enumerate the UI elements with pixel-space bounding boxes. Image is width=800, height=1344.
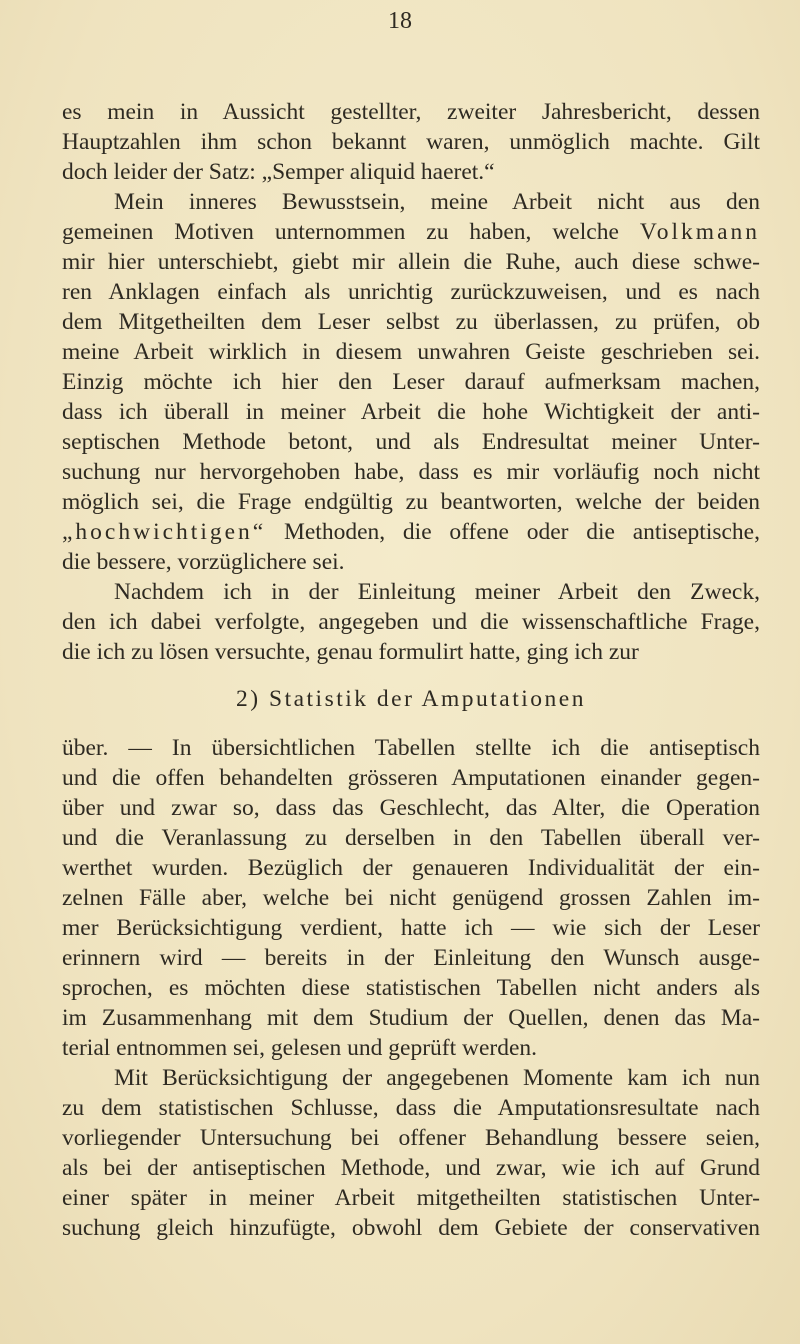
text-line: als bei der antiseptischen Methode, und zwar, wie ich auf Grund <box>62 1155 760 1181</box>
text-line: die ich zu lösen versuchte, genau formulirt hatte, ging ich zur <box>62 639 639 665</box>
text-line: zelnen Fälle aber, welche bei nicht genügend grossen Zahlen im- <box>62 885 760 911</box>
text-line: zu dem statistischen Schlusse, dass die Amputationsresultate nach <box>62 1095 760 1121</box>
emphasized-word: „hochwichtigen“ <box>62 519 267 545</box>
text-line: Mit Berücksichtigung der angegebenen Momente kam ich nun <box>114 1065 760 1091</box>
text-line: ren Anklagen einfach als unrichtig zurückzuweisen, und es nach <box>62 279 760 305</box>
text-line: Hauptzahlen ihm schon bekannt waren, unmöglich machte. Gilt <box>62 129 760 155</box>
text-line: sprochen, es möchten diese statistischen Tabellen nicht anders als <box>62 975 760 1001</box>
text-line: meine Arbeit wirklich in diesem unwahren Geiste geschrieben sei. <box>62 339 760 365</box>
text-line: septischen Methode betont, und als Endresultat meiner Unter- <box>62 429 760 455</box>
text-line: suchung nur hervorgehoben habe, dass es mir vorläufig noch nicht <box>62 459 760 485</box>
text-segment: gemeinen Motiven unternommen zu haben, welche <box>62 219 619 245</box>
body-text-upper <box>62 97 760 667</box>
section-heading: 2) Statistik der Amputationen <box>236 686 586 712</box>
text-line: und die Veranlassung zu derselben in den Tabellen überall ver- <box>62 825 760 851</box>
text-line: über. — In übersichtlichen Tabellen stellte ich die antiseptisch <box>62 735 760 761</box>
text-line: doch leider der Satz: „Semper aliquid haeret.“ <box>62 159 495 185</box>
text-line: werthet wurden. Bezüglich der genaueren Individualität der ein- <box>62 855 760 881</box>
text-line: es mein in Aussicht gestellter, zweiter Jahresbericht, dessen <box>62 99 760 125</box>
text-line: mir hier unterschiebt, giebt mir allein die Ruhe, auch diese schwe- <box>62 249 760 275</box>
text-line: erinnern wird — bereits in der Einleitung den Wunsch ausge- <box>62 945 760 971</box>
text-line: Nachdem ich in der Einleitung meiner Arbeit den Zweck, <box>114 579 760 605</box>
emphasized-name: Volkmann <box>639 219 761 245</box>
text-line: einer später in meiner Arbeit mitgetheilten statistischen Unter- <box>62 1185 760 1211</box>
text-line: terial entnommen sei, gelesen und geprüft werden. <box>62 1035 538 1061</box>
text-segment: Methoden, die offene oder die antiseptische, <box>283 519 760 545</box>
text-line: suchung gleich hinzufügte, obwohl dem Gebiete der conservativen <box>62 1215 760 1241</box>
text-line <box>62 217 760 247</box>
body-text-lower <box>62 733 760 1243</box>
text-line: dass ich überall in meiner Arbeit die hohe Wichtigkeit der anti- <box>62 399 760 425</box>
page-number: 18 <box>388 8 412 34</box>
text-line: den ich dabei verfolgte, angegeben und die wissenschaftliche Frage, <box>62 609 760 635</box>
text-line: vorliegender Untersuchung bei offener Behandlung bessere seien, <box>62 1125 760 1151</box>
text-line <box>62 517 760 547</box>
text-line: über und zwar so, dass das Geschlecht, das Alter, die Operation <box>62 795 760 821</box>
text-line: dem Mitgetheilten dem Leser selbst zu überlassen, zu prüfen, ob <box>62 309 760 335</box>
section-heading-block <box>62 684 760 714</box>
text-line: und die offen behandelten grösseren Amputationen einander gegen- <box>62 765 760 791</box>
text-line: im Zusammenhang mit dem Studium der Quellen, denen das Ma- <box>62 1005 760 1031</box>
text-line: mer Berücksichtigung verdient, hatte ich — wie sich der Leser <box>62 915 760 941</box>
text-line: möglich sei, die Frage endgültig zu beantworten, welche der beiden <box>62 489 760 515</box>
text-line: die bessere, vorzüglichere sei. <box>62 549 345 575</box>
text-line: Mein inneres Bewusstsein, meine Arbeit nicht aus den <box>114 189 760 215</box>
text-line: Einzig möchte ich hier den Leser darauf aufmerksam machen, <box>62 369 760 395</box>
